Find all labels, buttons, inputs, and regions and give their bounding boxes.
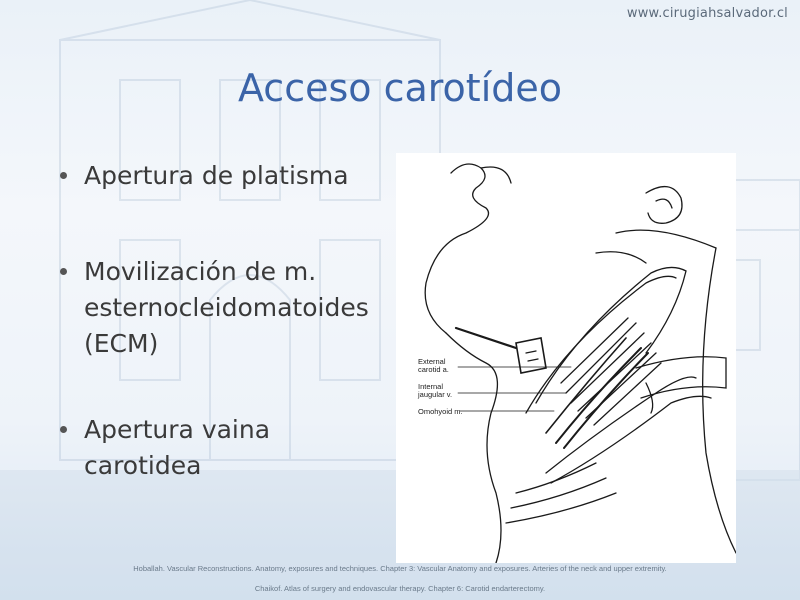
bullet-item-ecm	[58, 254, 369, 362]
label-line: carotid a.	[418, 365, 449, 374]
bullet-line: Movilización de m.	[84, 257, 317, 286]
carotid-exposure-illustration	[396, 153, 736, 563]
label-line: External	[418, 357, 446, 366]
reference-hoballah: Hoballah. Vascular Reconstructions. Anatomy, exposures and techniques. Chapter 3: Vascular Anatomy and exposures. Arteries of the neck and upper extremity.	[133, 564, 667, 573]
references	[0, 564, 800, 593]
bullet-dot	[60, 172, 67, 179]
bullet-line: esternocleidomatoides	[84, 293, 369, 322]
slide-title: Acceso carotídeo	[237, 66, 563, 110]
label-internal-jugular	[418, 383, 452, 399]
bullet-item-vaina	[58, 412, 270, 484]
bullet-dot	[60, 268, 67, 275]
label-external-carotid	[418, 358, 449, 374]
site-url: www.cirugiahsalvador.cl	[626, 6, 788, 21]
reference-chaikof: Chaikof. Atlas of surgery and endovascular therapy. Chapter 6: Carotid endarterectomy.	[254, 584, 546, 593]
bullet-line: Apertura de platisma	[84, 161, 349, 190]
bullet-dot	[60, 426, 67, 433]
label-omohyoid: Omohyoid m.	[418, 407, 463, 416]
bullet-line: (ECM)	[84, 329, 159, 358]
label-line: Internal	[418, 382, 444, 391]
bullet-line: carotidea	[84, 451, 202, 480]
label-line: jaugular v.	[418, 390, 453, 399]
bullet-item-platisma	[58, 158, 349, 194]
bullet-line: Apertura vaina	[84, 415, 271, 444]
